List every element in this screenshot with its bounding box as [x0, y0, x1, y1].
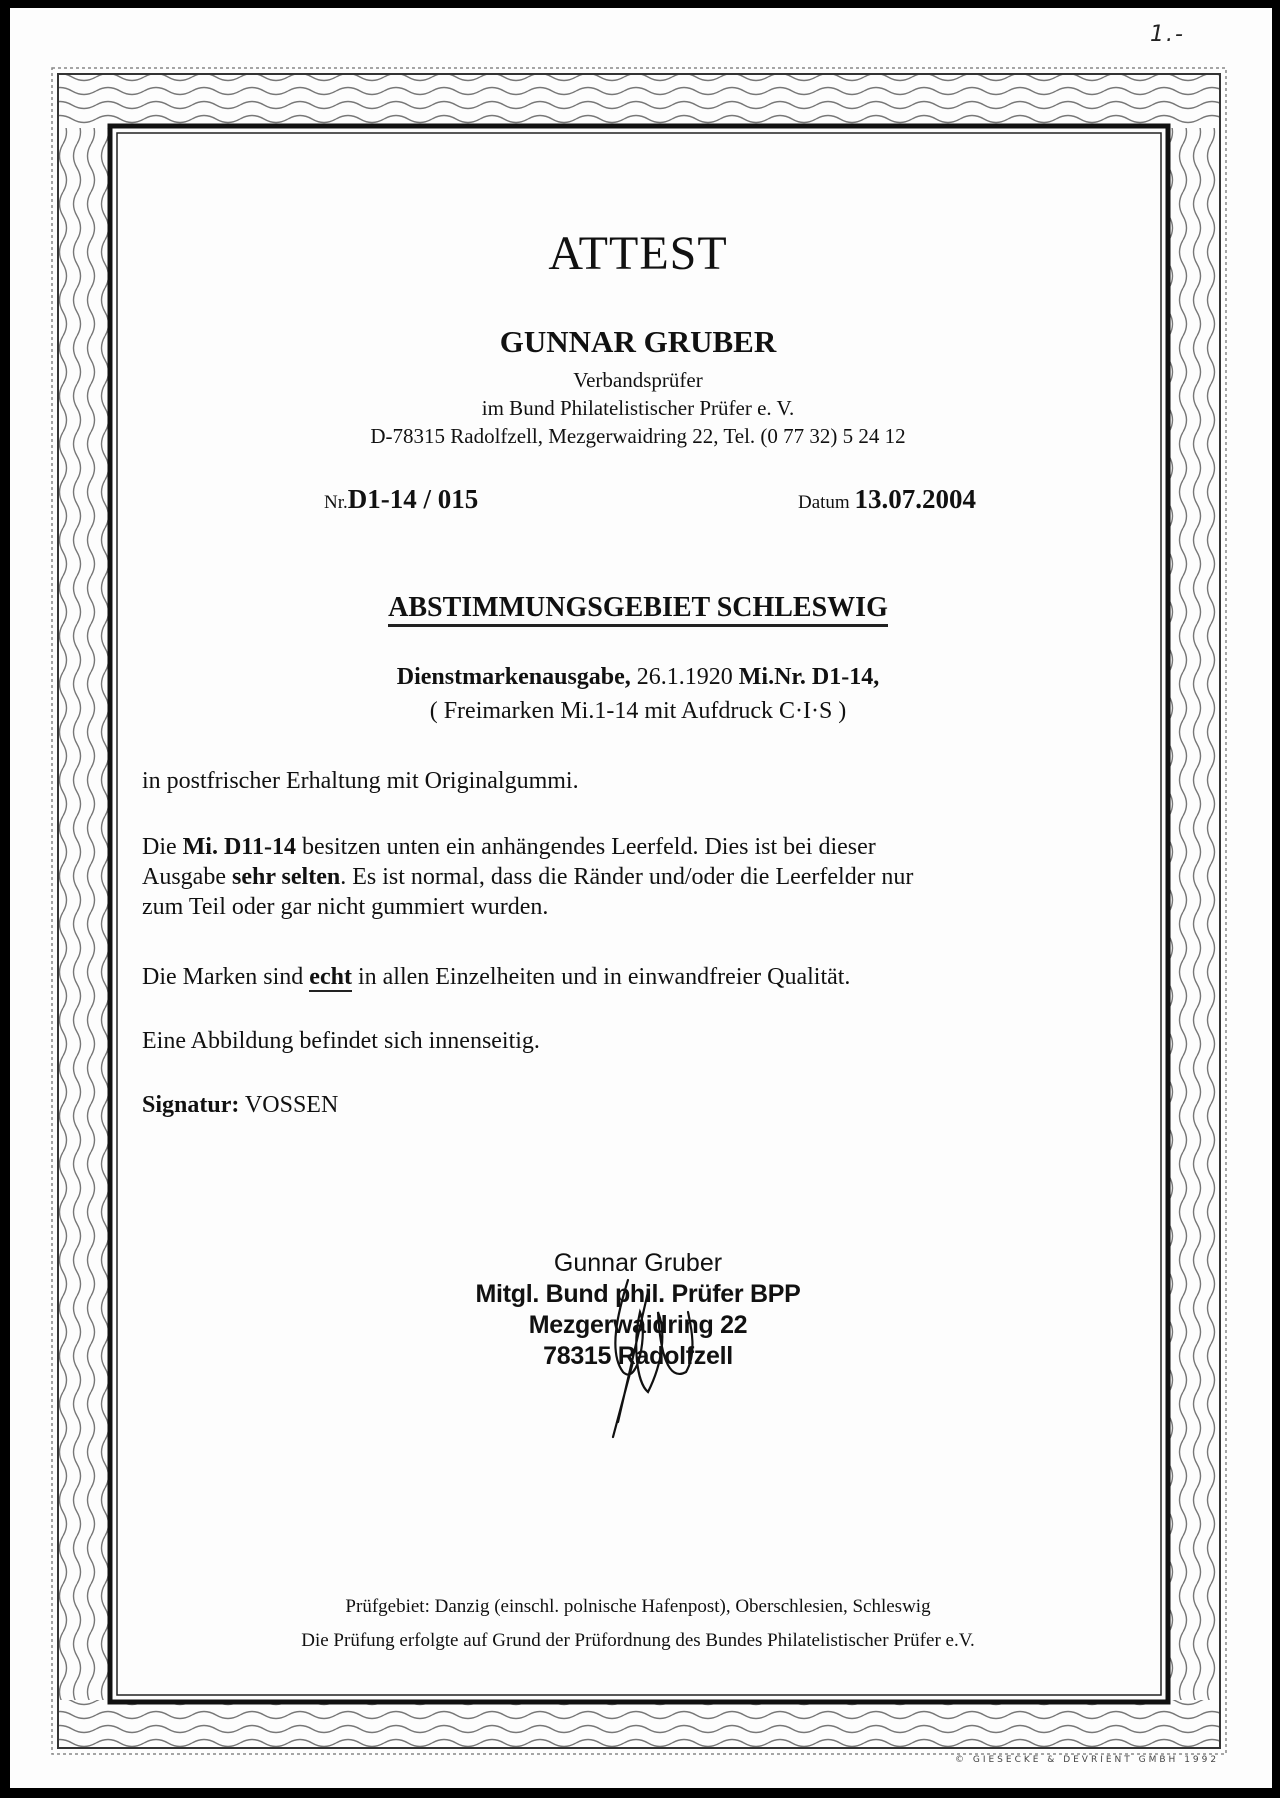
examiner-stamp: Gunnar Gruber Mitgl. Bund phil. Prüfer BPP Mezgerwaidring 22 78315 Radolfzell	[475, 1249, 801, 1370]
certificate-number	[324, 484, 478, 515]
number-label: Nr.	[324, 492, 348, 513]
printer-copyright: © GIESECKE & DEVRIENT GMBH 1992	[955, 1755, 1220, 1765]
handwritten-corner-mark: 1.-	[1150, 22, 1185, 47]
signature-label: Signatur:	[142, 1092, 240, 1118]
border-band-right	[1166, 128, 1220, 1700]
document-title: ATTEST	[548, 227, 728, 280]
date-label: Datum	[798, 492, 850, 513]
paragraph-authenticity: Die Marken sind echt in allen Einzelheiten und in einwandfreier Qualität.	[142, 964, 851, 990]
issue-line: Dienstmarkenausgabe, 26.1.1920 Mi.Nr. D1-14,	[396, 664, 880, 690]
certificate-date	[798, 484, 976, 515]
number-value: D1-14 / 015	[347, 484, 479, 514]
issuer-role: Verbandsprüfer	[573, 368, 703, 392]
issuer-organization: im Bund Philatelistischer Prüfer e. V.	[481, 396, 795, 420]
border-band-top	[58, 74, 1220, 128]
issue-subline: ( Freimarken Mi.1-14 mit Aufdruck C·I·S )	[429, 698, 847, 724]
signature-line	[142, 1090, 1142, 1120]
issuer-address: D-78315 Radolfzell, Mezgerwaidring 22, Tel. (0 77 32) 5 24 12	[370, 424, 906, 448]
date-value: 13.07.2004	[854, 484, 976, 514]
footer-examination-area: Prüfgebiet: Danzig (einschl. polnische Hafenpost), Oberschlesien, Schleswig	[345, 1596, 931, 1617]
region-heading: ABSTIMMUNGSGEBIET SCHLESWIG	[118, 592, 1158, 624]
issuer-name: GUNNAR GRUBER	[499, 324, 777, 359]
border-band-bottom	[58, 1700, 1220, 1748]
paragraph-rarity: Die Mi. D11-14 besitzen unten ein anhängendes Leerfeld. Dies ist bei dieser Ausgabe sehr selten. Es ist normal, dass die Ränder und/oder die Leerfelder nur zum Teil oder gar nicht gummiert wurden.	[142, 834, 914, 920]
footer-regulation-note: Die Prüfung erfolgte auf Grund der Prüfordnung des Bundes Philatelistischer Prüfer e.V.	[301, 1630, 975, 1651]
echt-emphasis: echt	[309, 964, 352, 990]
handwritten-signature	[578, 1272, 718, 1442]
paragraph-condition: in postfrischer Erhaltung mit Originalgummi.	[142, 768, 579, 794]
certificate-content	[118, 136, 1158, 1692]
signature-value: VOSSEN	[239, 1092, 339, 1118]
border-band-left	[58, 128, 112, 1700]
paragraph-illustration: Eine Abbildung befindet sich innenseitig.	[142, 1028, 540, 1054]
